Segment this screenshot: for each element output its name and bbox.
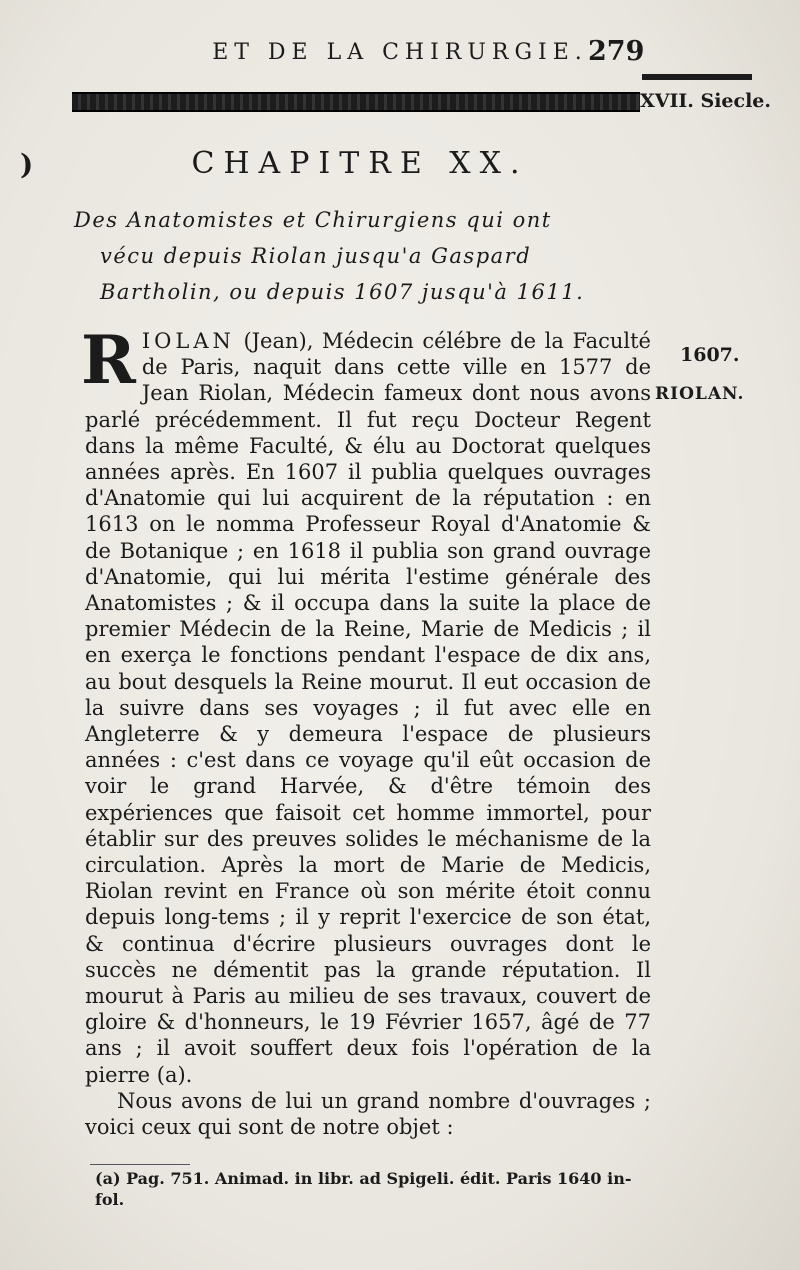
margin-mark: ) <box>20 148 34 181</box>
paragraph-1-text: (Jean), Médecin célébre de la Faculté de Paris, naquit dans cette ville en 1577 de Jean Riolan, Médecin fameux dont nous avons parlé précédemment. Il fut reçu Docteur Regent dans la même Faculté, & élu au Doctorat quelques années après. En 1607 il publia quelques ouvrages d'Anatomie qui lui acquirent de la réputation : en 1613 on le nomma Professeur Royal d'Anatomie & de Botanique ; en 1618 il publia son grand ouvrage d'Anatomie, qui lui mérita l'estime générale des Anatomistes ; & il occupa dans la suite la place de premier Médecin de la Reine, Marie de Medicis ; il en exerça le fonctions pendant l'espace de dix ans, au bout desquels la Reine mourut. Il eut occasion de la suivre dans ses voyages ; il fut avec elle en Angleterre & y demeura l'espace de plusieurs années : c'est dans ce voyage qu'il eût occasion de voir le grand Harvée, & d'être témoin des expériences que faisoit cet homme immortel, pour établir sur des preuves solides le méchanisme de la circulation. Après la mort de Marie de Medicis, Riolan revint en France où son mérite étoit connu depuis long-tems ; il y reprit l'exercice de son état, & continua d'écrire plusieurs ouvrages dont le succès ne démentit pas la grande réputation. Il mourut à Paris au milieu de ses travaux, couvert de gloire & d'honneurs, le 19 Février 1657, âgé de 77 ans ; il avoit souffert deux fois l'opération de la pierre (a). <box>85 329 651 1087</box>
author-name: IOLAN <box>141 329 235 353</box>
chapter-subtitle-line1: Des Anatomistes et Chirurgiens qui ont <box>74 208 552 232</box>
paragraph-1 <box>81 321 651 1088</box>
ornamental-rule-right <box>642 74 752 80</box>
running-head: ET DE LA CHIRURGIE. <box>212 40 588 65</box>
chapter-subtitle-line3: Bartholin, ou depuis 1607 jusqu'à 1611. <box>100 280 585 304</box>
margin-year-note: 1607. <box>680 344 740 366</box>
chapter-subtitle-line2: vécu depuis Riolan jusqu'a Gaspard <box>100 244 532 268</box>
century-label: XVII. Siecle. <box>640 90 772 112</box>
page-number: 279 <box>588 36 645 67</box>
footnote: (a) Pag. 751. Animad. in libr. ad Spigeli. édit. Paris 1640 in-fol. <box>95 1169 632 1209</box>
drop-cap: R <box>81 321 136 399</box>
margin-name-note: RIOLAN. <box>655 384 745 404</box>
ornamental-rule <box>72 92 640 112</box>
footnote-rule <box>90 1164 190 1165</box>
paragraph-2: Nous avons de lui un grand nombre d'ouvrages ; voici ceux qui sont de notre objet : <box>85 1088 651 1140</box>
chapter-title: CHAPITRE XX. <box>191 146 529 181</box>
main-text <box>81 321 651 1140</box>
